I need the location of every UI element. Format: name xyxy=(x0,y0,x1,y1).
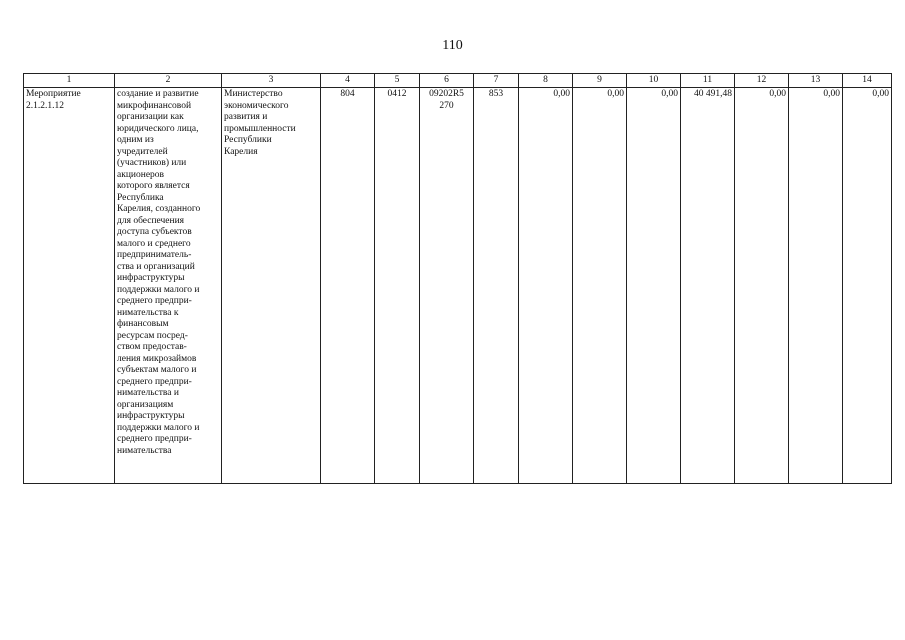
amount-cell-11: 40 491,48 xyxy=(694,89,732,99)
column-header: 2 xyxy=(115,74,222,88)
column-header: 8 xyxy=(519,74,573,88)
responsible-executor-cell: Министерство экономического развития и промышленности Республики Карелия xyxy=(224,89,296,157)
amount-cell-9: 0,00 xyxy=(607,89,624,99)
column-header: 9 xyxy=(573,74,627,88)
column-header: 5 xyxy=(375,74,420,88)
column-header: 10 xyxy=(627,74,681,88)
column-header: 11 xyxy=(681,74,735,88)
code-cell-6: 09202R5 270 xyxy=(429,89,464,111)
column-header: 3 xyxy=(222,74,321,88)
code-cell-5: 0412 xyxy=(387,89,407,99)
amount-cell-8: 0,00 xyxy=(553,89,570,99)
column-header: 7 xyxy=(474,74,519,88)
column-header: 12 xyxy=(735,74,789,88)
column-header: 13 xyxy=(789,74,843,88)
amount-cell-14: 0,00 xyxy=(872,89,889,99)
column-header: 6 xyxy=(420,74,474,88)
column-header: 14 xyxy=(843,74,892,88)
column-header: 4 xyxy=(321,74,375,88)
amount-cell-10: 0,00 xyxy=(661,89,678,99)
table-row xyxy=(24,88,892,484)
measure-description-cell: создание и развитие микрофинансовой организации как юридического лица, одним из учредителей (участников) или акционеров которого является Республика Карелия, созданного для обеспечения доступа субъектов малого и среднего предприниматель- ства и организаций инфраструктуры поддержки малого и среднего предпри- нимательства к финансовым ресурсам посред- ством предостав- ления микрозаймов субъектам малого и среднего предпри- нимательства и организациям инфраструктуры поддержки малого и среднего предпри- нимательства xyxy=(117,89,201,456)
column-header: 1 xyxy=(24,74,115,88)
code-cell-4: 804 xyxy=(340,89,355,99)
budget-table xyxy=(23,73,892,484)
code-cell-7: 853 xyxy=(488,89,504,99)
amount-cell-12: 0,00 xyxy=(769,89,786,99)
page-number: 110 xyxy=(442,38,463,53)
amount-cell-13: 0,00 xyxy=(823,89,840,99)
header-row xyxy=(24,74,892,88)
measure-code-cell: Мероприятие 2.1.2.1.12 xyxy=(26,89,81,111)
